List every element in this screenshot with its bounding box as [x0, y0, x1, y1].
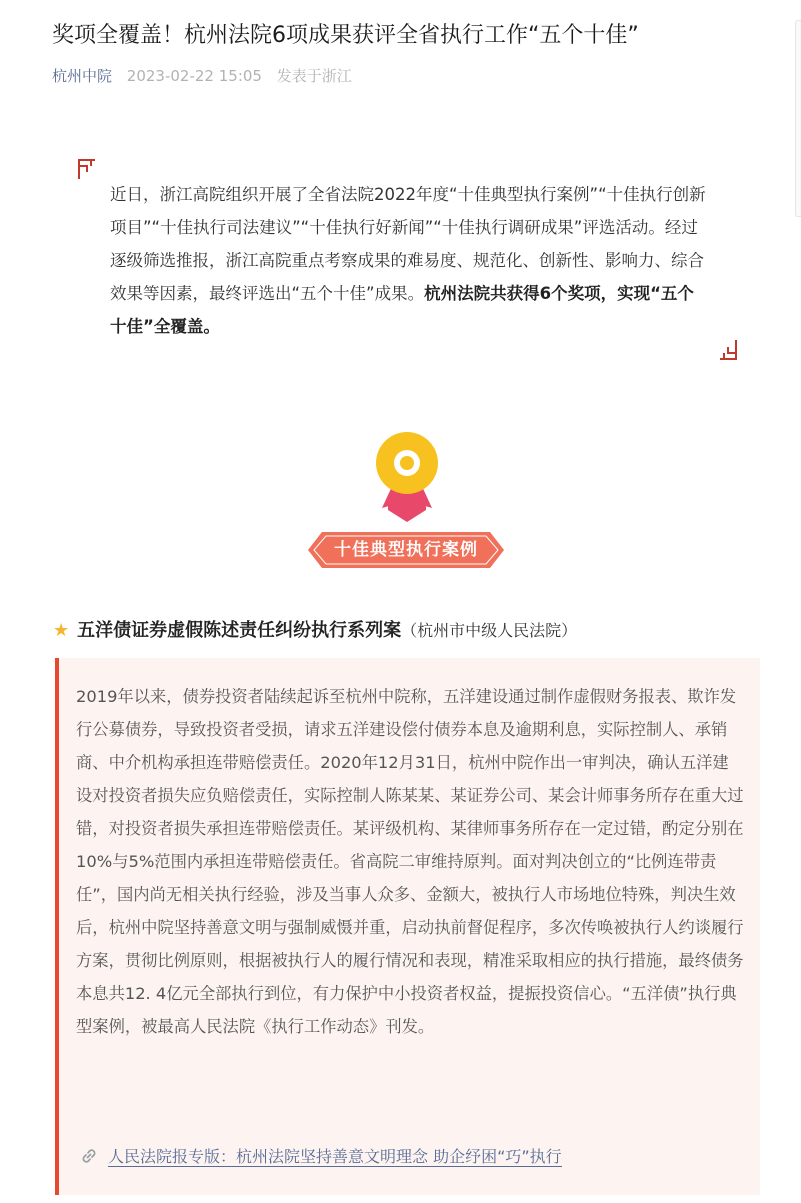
star-icon: ★ [53, 620, 70, 641]
publish-time: 2023-02-22 15:05 [126, 67, 262, 85]
publish-location: 发表于浙江 [276, 67, 352, 85]
intro-text: 近日，浙江高院组织开展了全省法院2022年度“十佳典型执行案例”“十佳执行创新项目”“十佳执行司法建议”“十佳执行好新闻”“十佳执行调研成果”评选活动。经过逐级筛选推报，浙江高院重点考察成果的难易度、规范化、创新性、影响力、综合效果等因素，最终评选出“五个十佳”成果。 [110, 185, 706, 303]
related-article-link-text[interactable]: 人民法院报专版：杭州法院坚持善意文明理念 助企纾困“巧”执行 [108, 1147, 562, 1166]
corner-ornament-top-left-icon [77, 158, 97, 180]
side-panel-edge[interactable] [795, 20, 801, 217]
related-article-link[interactable] [80, 1142, 562, 1172]
corner-ornament-bottom-right-icon [718, 339, 738, 361]
intro-highlight: 杭州法院共获得6个奖项，实现“五个十佳”全覆盖。 [110, 284, 694, 336]
award-medal-icon [374, 430, 440, 526]
article-title: 奖项全覆盖！杭州法院6项成果获评全省执行工作“五个十佳” [52, 23, 639, 48]
author-link[interactable]: 杭州中院 [52, 67, 113, 85]
link-icon [80, 1147, 98, 1165]
intro-paragraph [110, 178, 710, 343]
case-court: （杭州市中级人民法院） [401, 621, 578, 640]
case-name: 五洋债证券虚假陈述责任纠纷执行系列案 [77, 620, 402, 641]
article-meta [52, 66, 352, 86]
case-title [53, 616, 577, 646]
section-banner-label: 十佳典型执行案例 [334, 540, 478, 560]
case-body: 2019年以来，债券投资者陆续起诉至杭州中院称，五洋建设通过制作虚假财务报表、欺诈发行公募债券，导致投资者受损，请求五洋建设偿付债券本息及逾期利息，实际控制人、承销商、中介机构承担连带赔偿责任。2020年12月31日，杭州中院作出一审判决，确认五洋建设对投资者损失应负赔偿责任，实际控制人陈某某、某证券公司、某会计师事务所存在重大过错，对投资者损失承担连带赔偿责任。某评级机构、某律师事务所存在一定过错，酌定分别在10%与5%范围内承担连带赔偿责任。省高院二审维持原判。面对判决创立的“比例连带责任”，国内尚无相关执行经验，涉及当事人众多、金额大，被执行人市场地位特殊，判决生效后，杭州中院坚持善意文明与强制威慑并重，启动执前督促程序，多次传唤被执行人约谈履行方案，贯彻比例原则，根据被执行人的履行情况和表现，精准采取相应的执行措施，最终债务本息共12. 4亿元全部执行到位，有力保护中小投资者权益，提振投资信心。“五洋债”执行典型案例，被最高人民法院《执行工作动态》刊发。 [76, 687, 744, 1036]
